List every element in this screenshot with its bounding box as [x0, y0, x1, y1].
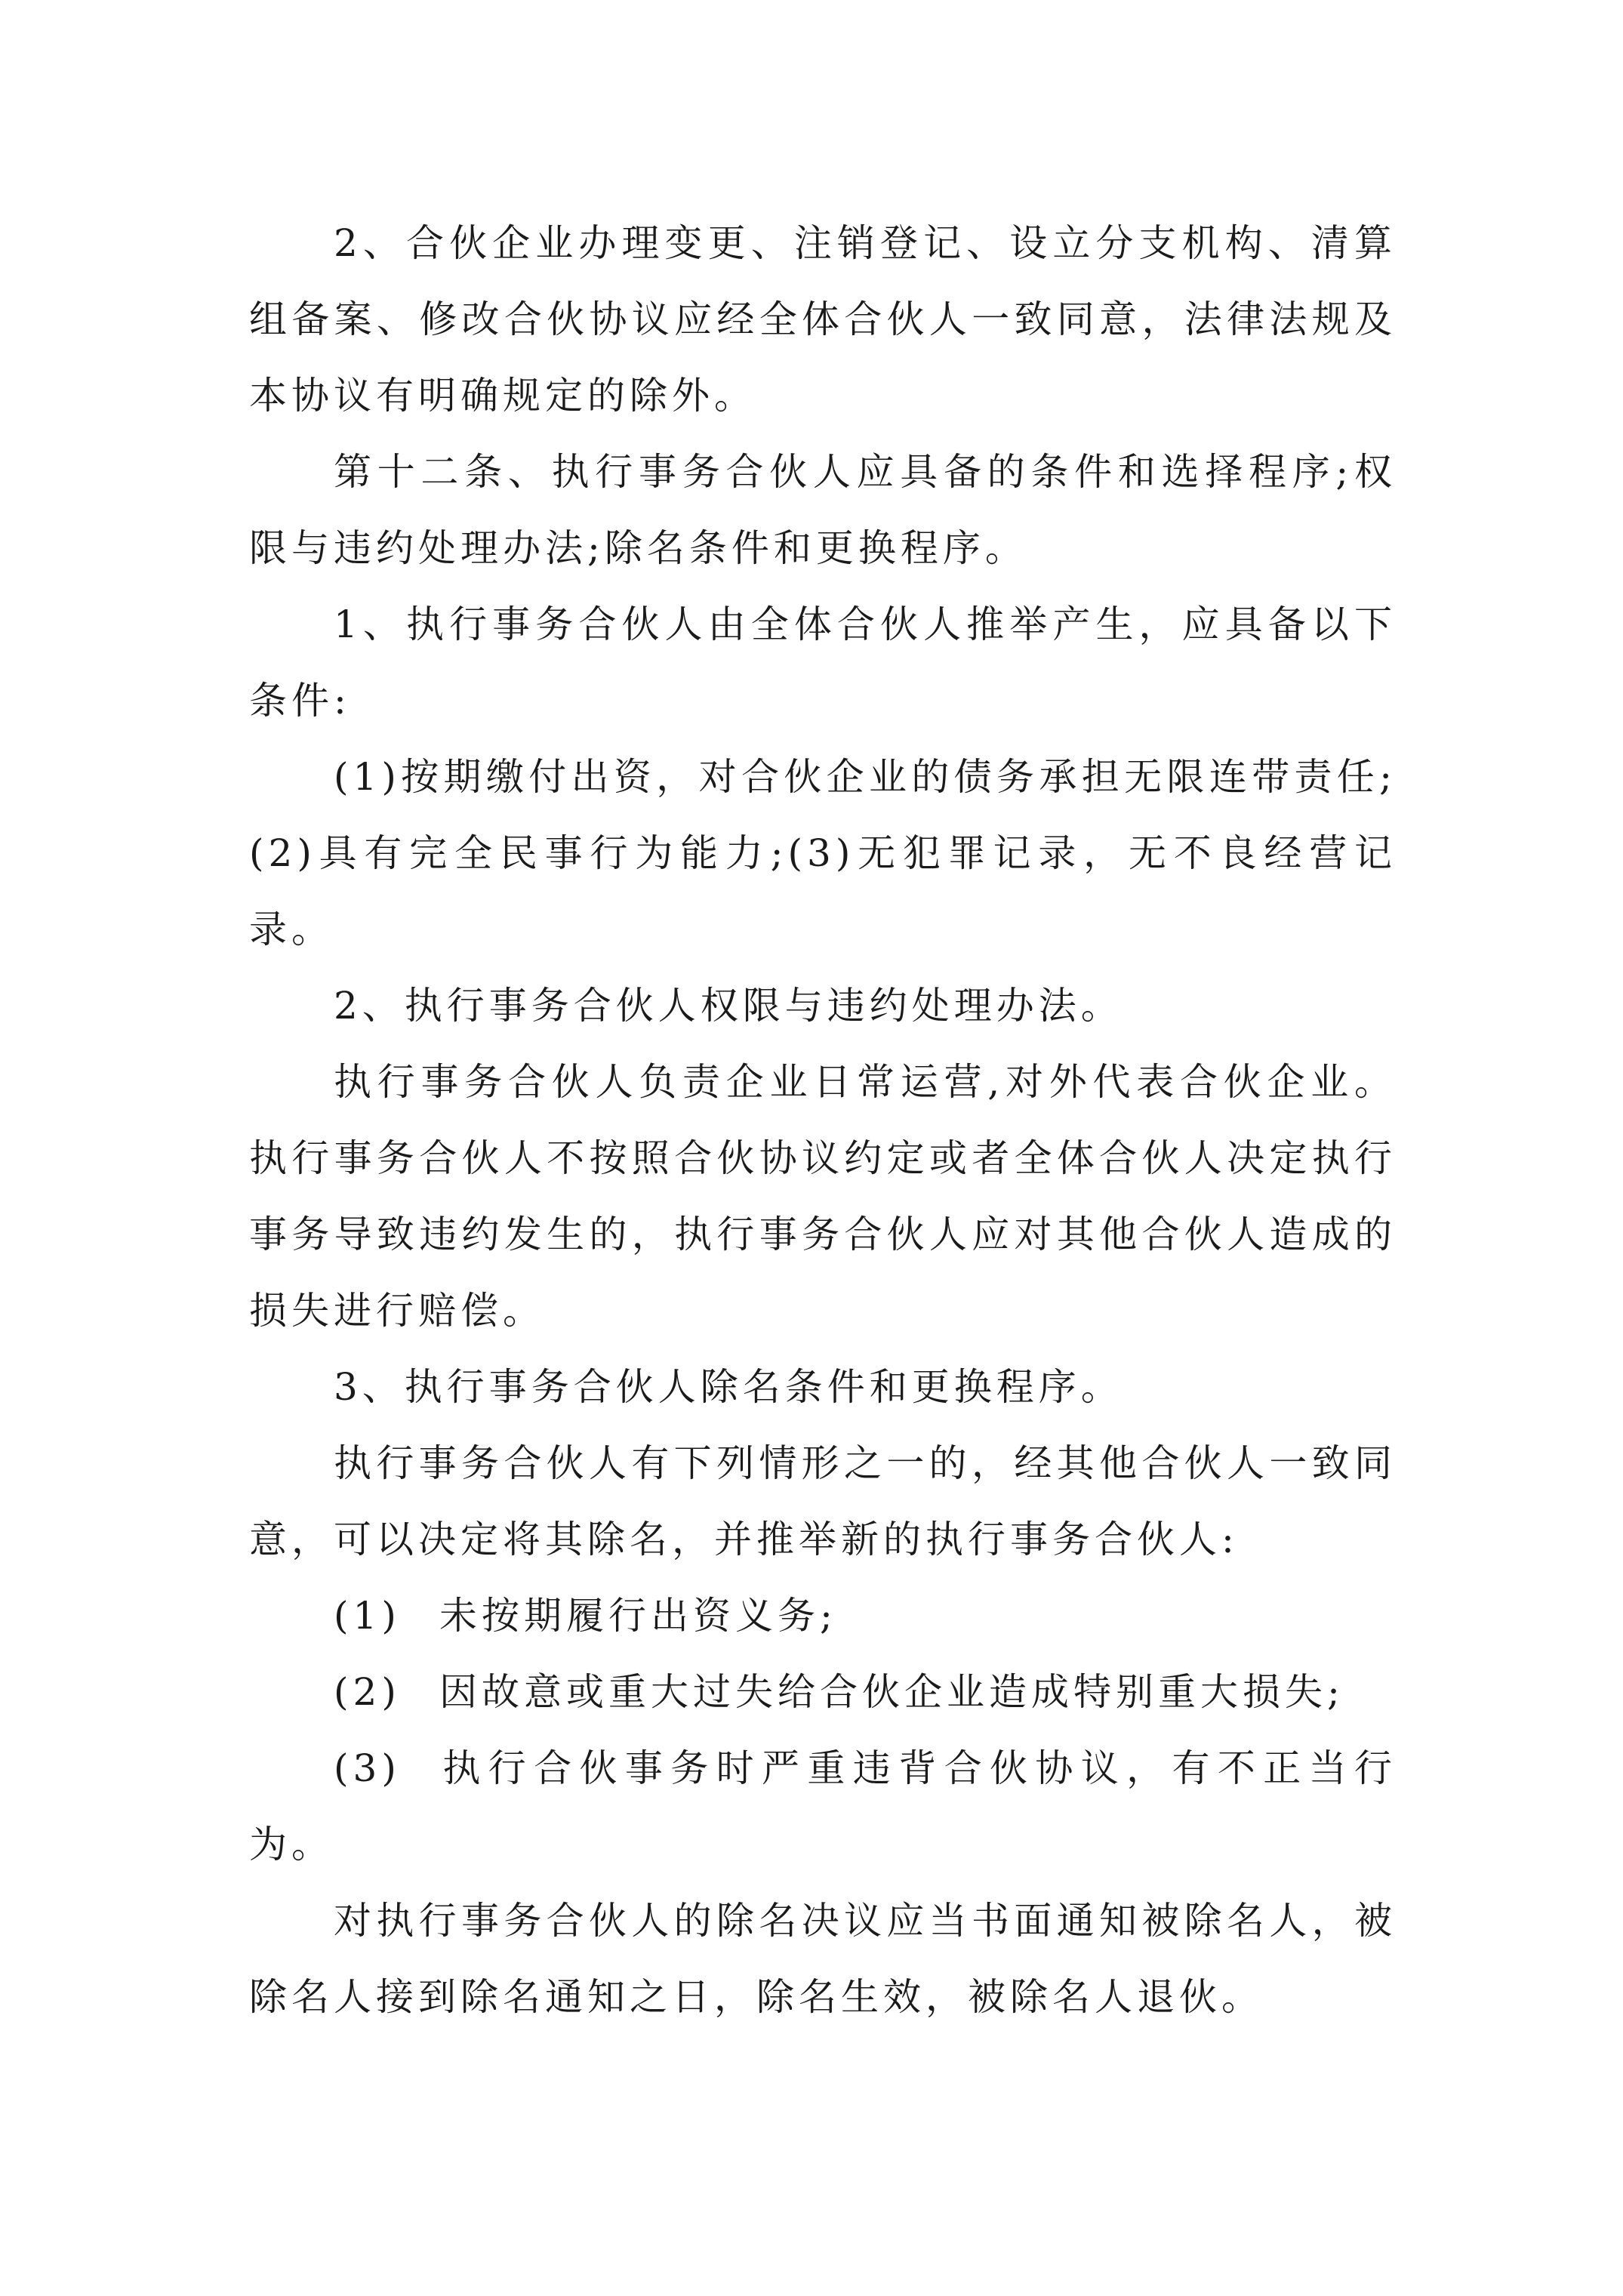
list-item-number: (3)	[334, 1746, 401, 1790]
paragraph: (1)按期缴付出资，对合伙企业的债务承担无限连带责任;(2)具有完全民事行为能力;(3)无犯罪记录，无不良经营记录。	[249, 755, 1397, 951]
list-item-text: 未按期履行出资义务;	[439, 1594, 837, 1638]
list-item-text: 执行合伙事务时严重违背合伙协议，有不正当行为。	[249, 1746, 1397, 1866]
list-item-number: (1)	[334, 1594, 401, 1638]
paragraph: 2、合伙企业办理变更、注销登记、设立分支机构、清算组备案、修改合伙协议应经全体合伙人一致同意，法律法规及本协议有明确规定的除外。	[249, 221, 1397, 418]
list-item	[249, 1654, 1397, 1730]
paragraph: 3、执行事务合伙人除名条件和更换程序。	[334, 1365, 1123, 1409]
paragraph: 执行事务合伙人有下列情形之一的，经其他合伙人一致同意，可以决定将其除名，并推举新的执行事务合伙人:	[249, 1441, 1397, 1561]
list-item	[249, 1578, 1397, 1654]
list-item-number: (2)	[334, 1670, 401, 1714]
document-body	[249, 205, 1397, 2036]
list-item-text: 因故意或重大过失给合伙企业造成特别重大损失;	[439, 1670, 1344, 1714]
article-heading: 第十二条、执行事务合伙人应具备的条件和选择程序;权限与违约处理办法;除名条件和更换程序。	[249, 450, 1397, 570]
paragraph: 2、执行事务合伙人权限与违约处理办法。	[334, 984, 1123, 1028]
paragraph: 1、执行事务合伙人由全体合伙人推举产生，应具备以下条件:	[249, 603, 1397, 723]
closing-paragraph: 对执行事务合伙人的除名决议应当书面通知被除名人，被除名人接到除名通知之日，除名生效，被除名人退伙。	[249, 1899, 1397, 2019]
list-item	[249, 1730, 1397, 1883]
paragraph: 执行事务合伙人负责企业日常运营,对外代表合伙企业。执行事务合伙人不按照合伙协议约定或者全体合伙人决定执行事务导致违约发生的，执行事务合伙人应对其他合伙人造成的损失进行赔偿。	[249, 1060, 1397, 1333]
